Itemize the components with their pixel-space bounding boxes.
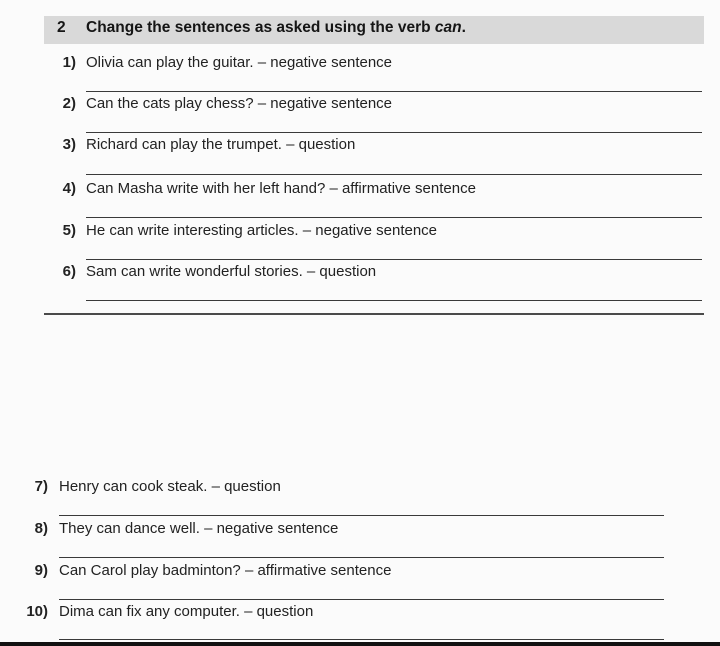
instruction-suffix: . bbox=[461, 19, 466, 36]
item-number: 3) bbox=[62, 136, 76, 153]
instruction-verb: can bbox=[434, 19, 462, 36]
item-number: 9) bbox=[34, 562, 48, 579]
item-sentence: Henry can cook steak. – question bbox=[59, 478, 281, 495]
answer-line[interactable] bbox=[59, 599, 664, 600]
answer-line[interactable] bbox=[59, 639, 664, 640]
item-number: 8) bbox=[34, 520, 48, 537]
item-sentence: Olivia can play the guitar. – negative sentence bbox=[86, 54, 393, 71]
item-sentence: Can the cats play chess? – negative sentence bbox=[86, 95, 393, 112]
answer-line[interactable] bbox=[59, 557, 664, 558]
item-number: 10) bbox=[26, 603, 48, 620]
page-bottom-edge bbox=[0, 642, 720, 646]
exercise-instruction bbox=[86, 19, 466, 37]
item-sentence: He can write interesting articles. – negative sentence bbox=[86, 222, 438, 239]
item-sentence: Can Carol play badminton? – affirmative sentence bbox=[59, 562, 392, 579]
item-sentence: Dima can fix any computer. – question bbox=[59, 603, 314, 620]
item-sentence: Can Masha write with her left hand? – affirmative sentence bbox=[86, 180, 476, 197]
item-number: 7) bbox=[34, 478, 48, 495]
answer-line[interactable] bbox=[59, 515, 664, 516]
item-sentence: Sam can write wonderful stories. – question bbox=[86, 263, 377, 280]
section-divider bbox=[44, 313, 704, 315]
item-sentence: They can dance well. – negative sentence bbox=[59, 520, 339, 537]
item-number: 6) bbox=[62, 263, 76, 280]
answer-line[interactable] bbox=[86, 91, 702, 92]
answer-line[interactable] bbox=[86, 132, 702, 133]
item-number: 2) bbox=[62, 95, 76, 112]
answer-line[interactable] bbox=[86, 217, 702, 218]
answer-line[interactable] bbox=[86, 300, 702, 301]
item-number: 4) bbox=[62, 180, 76, 197]
item-number: 1) bbox=[62, 54, 76, 71]
item-sentence: Richard can play the trumpet. – question bbox=[86, 136, 356, 153]
exercise-number: 2 bbox=[57, 19, 66, 36]
answer-line[interactable] bbox=[86, 259, 702, 260]
answer-line[interactable] bbox=[86, 174, 702, 175]
instruction-prefix: Change the sentences as asked using the verb bbox=[86, 19, 435, 36]
item-number: 5) bbox=[62, 222, 76, 239]
